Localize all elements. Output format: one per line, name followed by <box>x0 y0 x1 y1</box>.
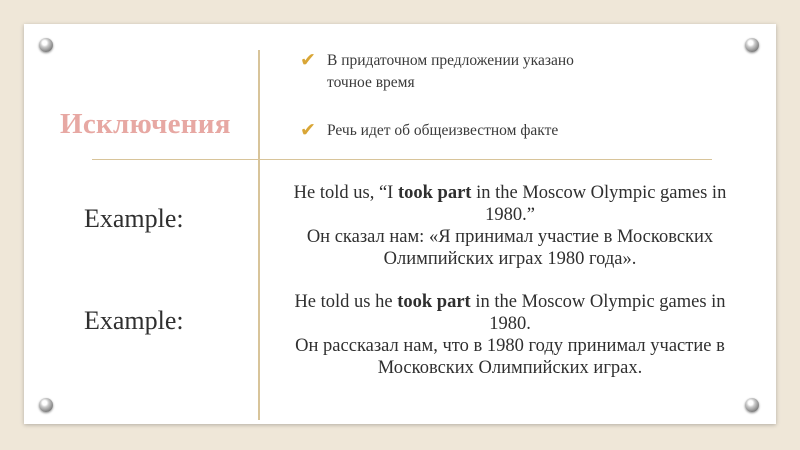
example-label: Example: <box>84 306 184 335</box>
bullet-text: Речь идет об общеизвестном факте <box>327 122 559 139</box>
horizontal-divider <box>92 159 712 160</box>
emphasized-verb: took part <box>397 183 472 203</box>
vertical-divider <box>258 50 260 420</box>
pin-icon <box>745 398 759 412</box>
example-russian: Он сказал нам: «Я принимал участие в Московских Олимпийских играх 1980 года». <box>306 227 714 269</box>
checkmark-icon: ✔ <box>300 119 316 141</box>
checkmark-icon: ✔ <box>300 49 316 71</box>
bullet-item <box>300 120 590 142</box>
bullet-text: В придаточном предложении указано точное время <box>327 52 574 91</box>
example-text <box>280 182 740 270</box>
example-russian: Он рассказал нам, что в 1980 году принимал участие в Московских Олимпийских играх. <box>295 336 725 378</box>
example-text <box>280 291 740 379</box>
bullet-item <box>300 50 590 94</box>
pin-icon <box>39 38 53 52</box>
pin-icon <box>745 38 759 52</box>
slide-heading: Исключения <box>60 108 231 140</box>
example-english: He told us, “I took part in the Moscow Olympic games in 1980.” <box>293 183 727 225</box>
pin-icon <box>39 398 53 412</box>
emphasized-verb: took part <box>397 292 471 312</box>
example-label: Example: <box>84 204 184 233</box>
example-english: He told us he took part in the Moscow Olympic games in 1980. <box>294 292 726 334</box>
